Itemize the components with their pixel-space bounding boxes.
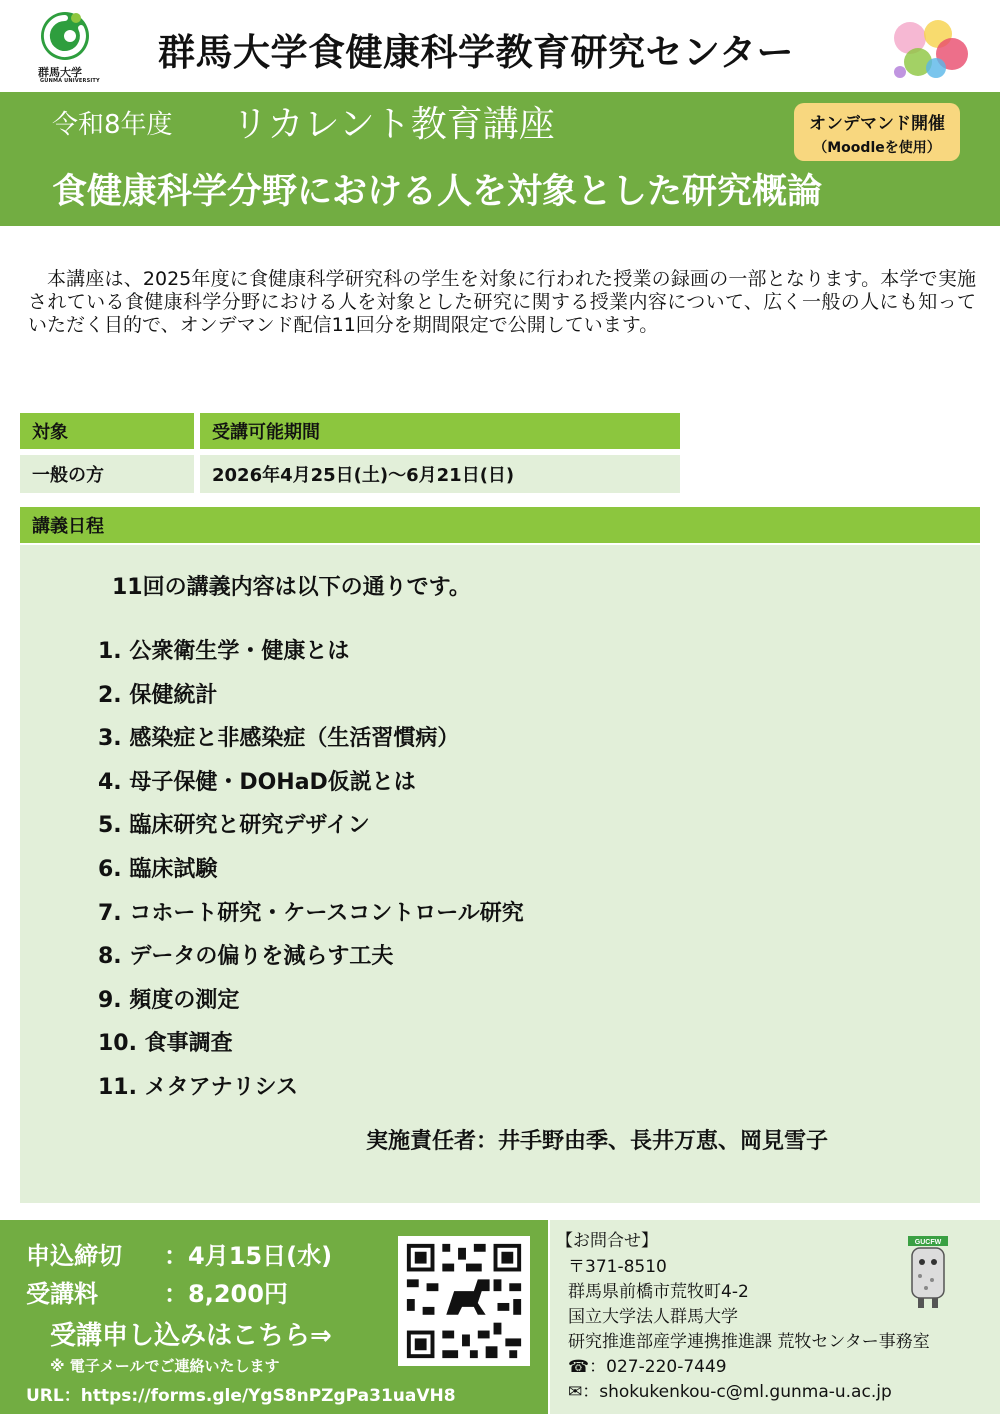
lecture-item: 11. メタアナリシス [98,1075,298,1100]
fee-value: ：8,200円 [164,1280,288,1308]
apply-link[interactable]: 受講申し込みはこちら⇒ [50,1321,332,1351]
ondemand-badge [794,103,960,161]
contact-phone[interactable]: ☎：027-220-7449 [568,1357,727,1377]
email-note: ※ 電子メールでご連絡いたします [50,1357,280,1375]
center-logo-icon [880,8,980,88]
lecture-item: 1. 公衆衛生学・健康とは [98,639,350,664]
intro-paragraph: 本講座は、2025年度に食健康科学研究科の学生を対象に行われた授業の録画の一部となります。本学で実施されている食健康科学分野における人を対象とした研究に関する授業内容について、広く一般の人にも知っていただく目的で、オンデマンド配信11回分を期間限定で公開しています。 [28,268,976,336]
lecture-item: 4. 母子保健・DOHaD仮説とは [98,770,416,795]
ondemand-badge-note: （Moodleを使用） [813,140,941,156]
contact-postal: 〒371-8510 [568,1257,667,1277]
deadline-label: 申込締切 [26,1242,122,1270]
lecture-item: 10. 食事調査 [98,1031,233,1056]
university-name: 群馬大学 [38,66,82,79]
contact-dept: 研究推進部産学連携推進課 荒牧センター事務室 [568,1332,930,1352]
lecture-item: 7. コホート研究・ケースコントロール研究 [98,901,524,926]
target-value: 一般の方 [20,455,194,493]
contact-email[interactable]: ✉：shokukenkou-c@ml.gunma-u.ac.jp [568,1382,892,1402]
contact-address: 群馬県前橋市荒牧町4-2 [568,1282,749,1302]
instructors: 実施責任者：井手野由季、長井万恵、岡見雪子 [366,1129,829,1154]
target-header: 対象 [20,413,194,449]
mascot-icon [906,1234,950,1310]
period-value: 2026年4月25日(土)～6月21日(日) [200,455,680,493]
lecture-item: 5. 臨床研究と研究デザイン [98,813,370,838]
schedule-header: 講義日程 [20,507,980,543]
application-url[interactable]: URL：https://forms.gle/YgS8nPZgPa31uaVH8 [26,1386,456,1406]
lecture-item: 6. 臨床試験 [98,857,218,882]
fiscal-year: 令和8年度 [52,110,173,140]
ondemand-badge-title: オンデマンド開催 [809,114,945,134]
fee-label: 受講料 [26,1280,98,1308]
schedule-intro: 11回の講義内容は以下の通りです。 [112,575,471,600]
center-title: 群馬大学食健康科学教育研究センター [158,31,795,74]
lecture-item: 3. 感染症と非感染症（生活習慣病） [98,726,460,751]
lecture-item: 8. データの偏りを減らす工夫 [98,944,394,969]
contact-title: 【お問合せ】 [556,1231,658,1251]
qr-code-icon[interactable] [398,1236,530,1366]
svg-text:GUCFW: GUCFW [914,1239,942,1246]
course-title: 食健康科学分野における人を対象とした研究概論 [52,172,823,212]
contact-org: 国立大学法人群馬大学 [568,1307,738,1327]
period-header: 受講可能期間 [200,413,680,449]
lecture-item: 2. 保健統計 [98,683,218,708]
deadline-value: ：4月15日(水) [164,1242,333,1270]
lecture-item: 9. 頻度の測定 [98,988,240,1013]
course-type: リカレント教育講座 [232,104,555,145]
university-name-english: GUNMA UNIVERSITY [40,78,100,84]
